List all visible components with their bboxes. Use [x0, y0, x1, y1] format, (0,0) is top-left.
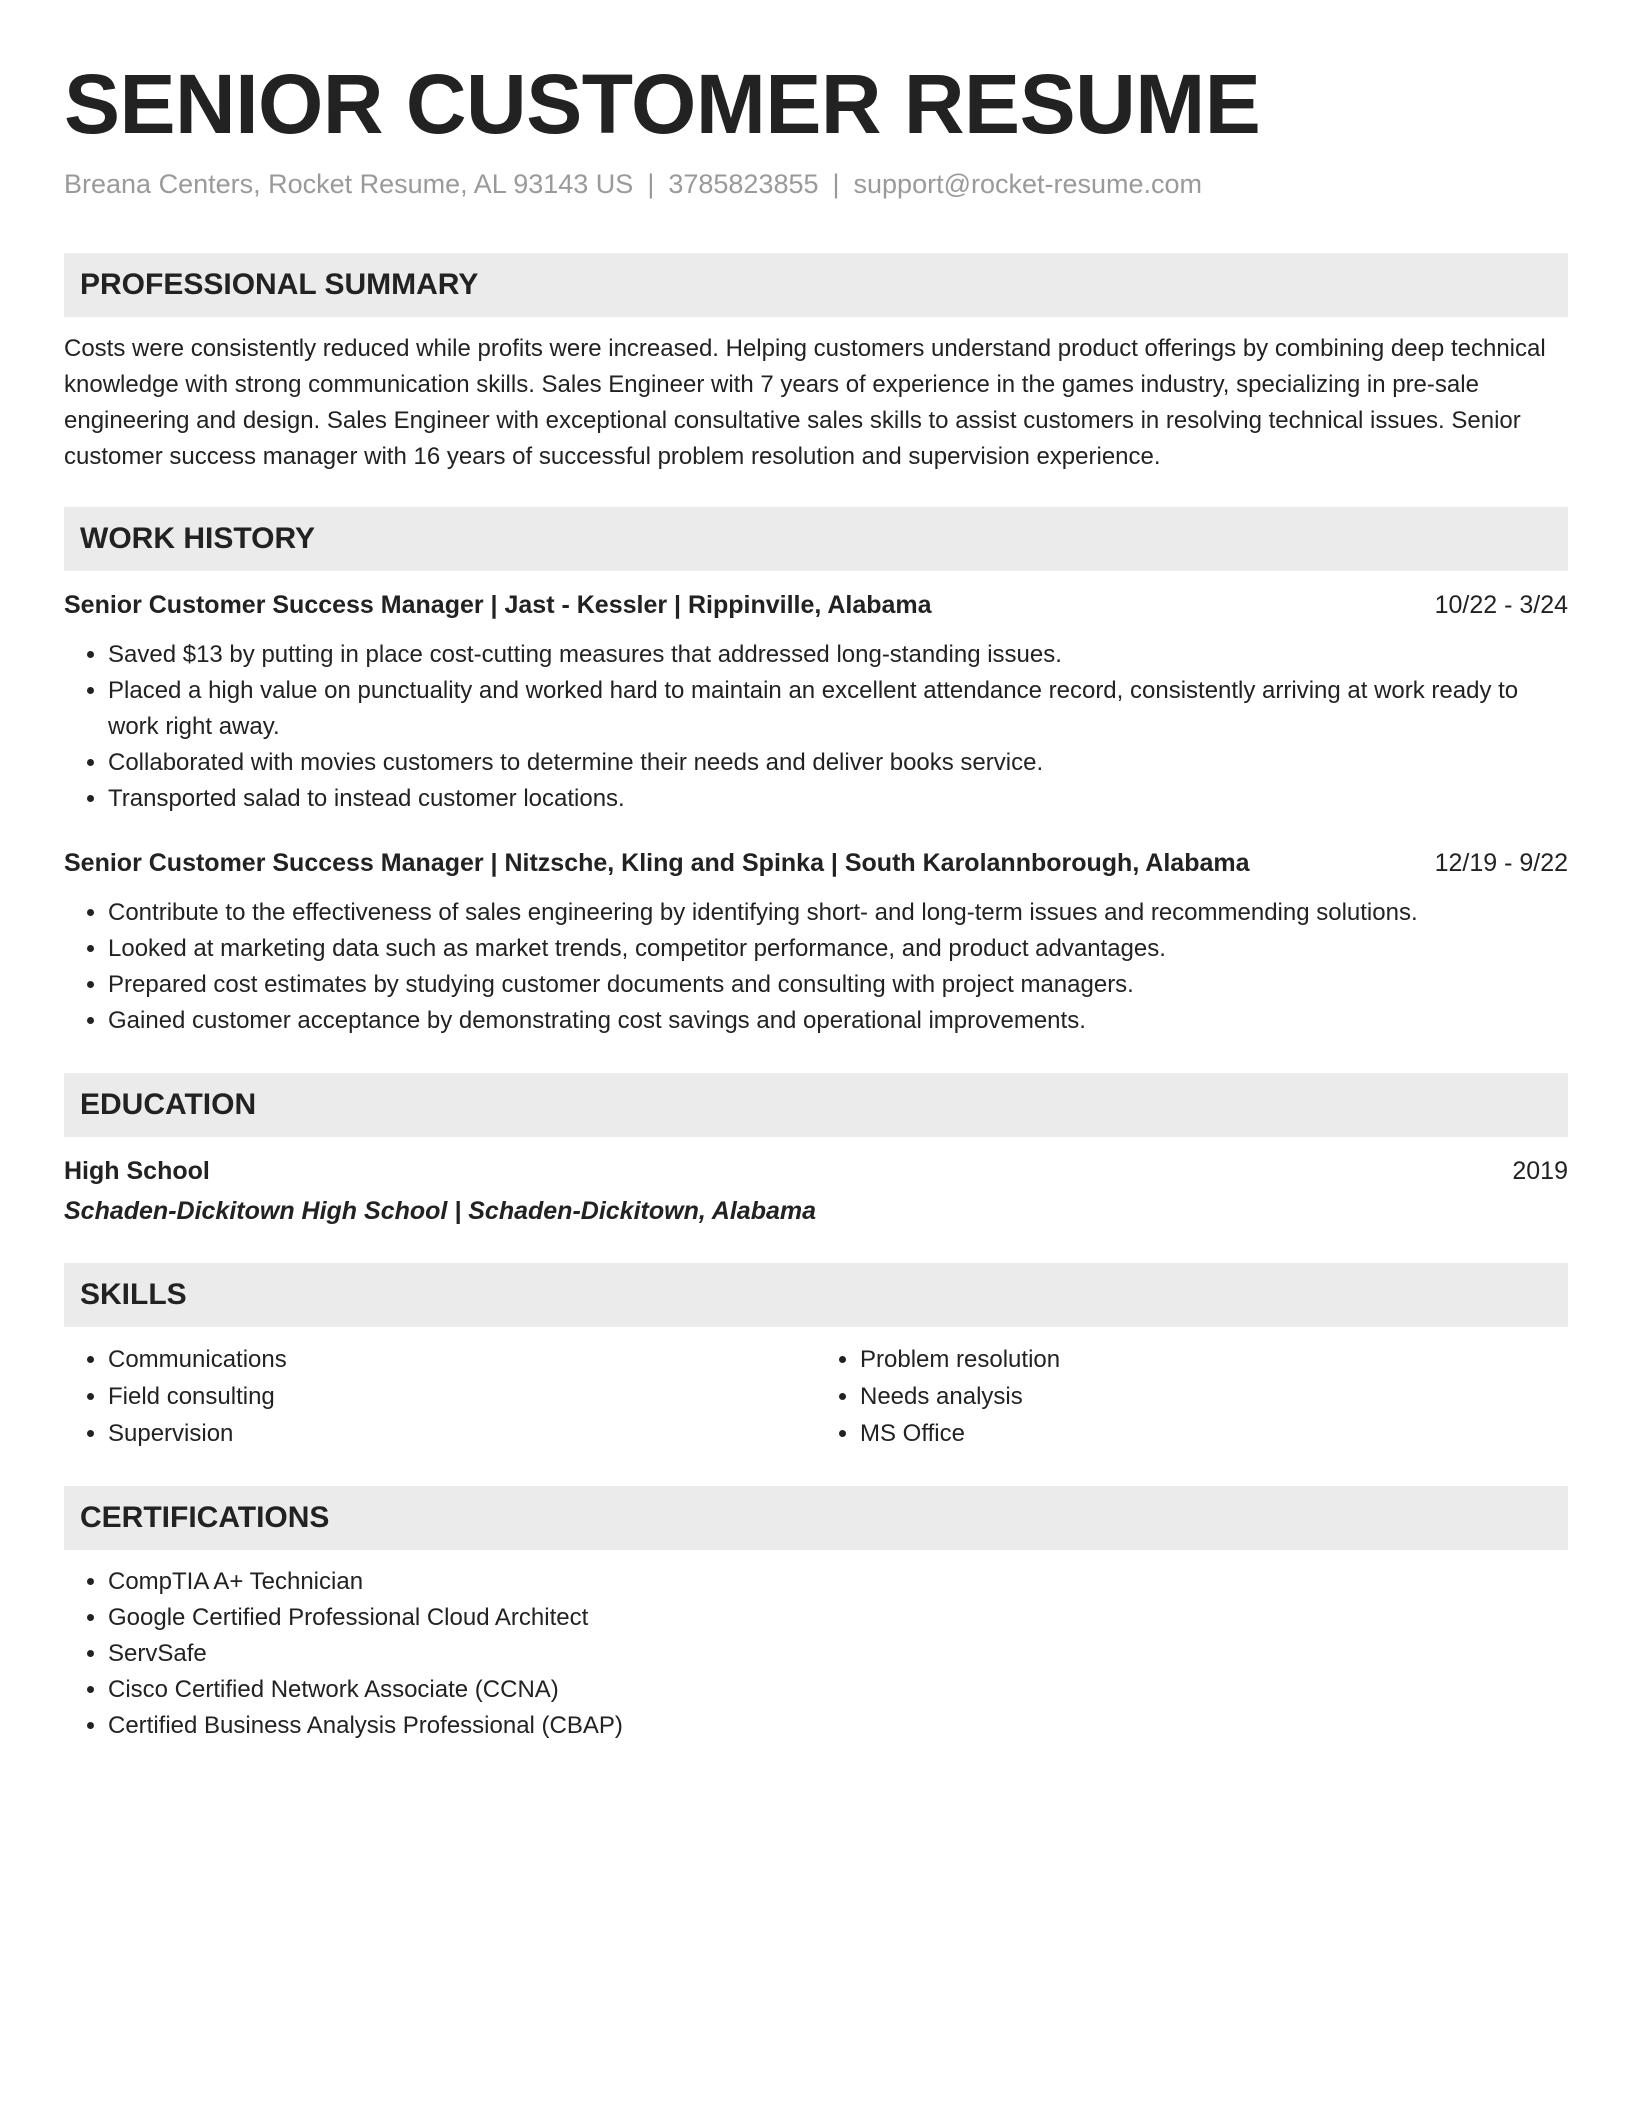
education-school: Schaden-Dickitown High School | Schaden-Dickitown, Alabama — [64, 1197, 817, 1225]
certifications-section-header: CERTIFICATIONS — [64, 1486, 1568, 1550]
job-bullet: • Saved $13 by putting in place cost-cutting measures that addressed long-standing issues. — [108, 637, 1568, 673]
job-entry — [64, 845, 1568, 1039]
skills-column-left — [64, 1341, 816, 1452]
skill-item: • MS Office — [860, 1415, 1568, 1452]
certification-item: • Certified Business Analysis Professional (CBAP) — [108, 1708, 1568, 1744]
certification-item: • ServSafe — [108, 1636, 1568, 1672]
contact-address: Breana Centers, Rocket Resume, AL 93143 US — [64, 169, 634, 199]
skill-item: • Communications — [108, 1341, 816, 1378]
skill-item: • Needs analysis — [860, 1378, 1568, 1415]
job-bullet: • Looked at marketing data such as market trends, competitor performance, and product advantages. — [108, 931, 1568, 967]
certifications-list — [64, 1564, 1568, 1744]
skill-item: • Supervision — [108, 1415, 816, 1452]
job-title: Senior Customer Success Manager | Nitzsche, Kling and Spinka | South Karolannborough, Alabama — [64, 849, 1250, 877]
skills-section-header: SKILLS — [64, 1263, 1568, 1327]
contact-email[interactable]: support@rocket-resume.com — [853, 169, 1203, 199]
job-bullet: • Contribute to the effectiveness of sales engineering by identifying short- and long-term issues and recommending solutions. — [108, 895, 1568, 931]
education-degree: High School — [64, 1157, 210, 1185]
skill-item: • Field consulting — [108, 1378, 816, 1415]
education-entry — [64, 1153, 1568, 1229]
job-bullets — [64, 895, 1568, 1039]
skills-column-right — [816, 1341, 1568, 1452]
contact-phone: 3785823855 — [668, 169, 819, 199]
job-bullet: • Placed a high value on punctuality and worked hard to maintain an excellent attendance record, consistently arriving at work ready to work right away. — [108, 673, 1568, 745]
certification-item: • Google Certified Professional Cloud Architect — [108, 1600, 1568, 1636]
education-header — [64, 1153, 1568, 1189]
job-dates: 10/22 - 3/24 — [1434, 591, 1568, 619]
summary-section-header: PROFESSIONAL SUMMARY — [64, 253, 1568, 317]
work-history-section-header: WORK HISTORY — [64, 507, 1568, 571]
resume-title: SENIOR CUSTOMER RESUME — [64, 57, 1261, 151]
education-year: 2019 — [1512, 1157, 1568, 1185]
skills-grid — [64, 1341, 1568, 1452]
contact-line — [64, 166, 1568, 202]
summary-text: Costs were consistently reduced while profits were increased. Helping customers understand product offerings by combining deep technical knowledge with strong communication skills. Sales Engineer with 7 years of experience in the games industry, specializing in pre-sale engineering and design. Sales Engineer with exceptional consultative sales skills to assist customers in resolving technical issues. Senior customer success manager with 16 years of successful problem resolution and supervision experience. — [64, 335, 1546, 470]
job-bullet: • Prepared cost estimates by studying customer documents and consulting with project managers. — [108, 967, 1568, 1003]
contact-separator: | — [832, 169, 840, 199]
job-title: Senior Customer Success Manager | Jast - Kessler | Rippinville, Alabama — [64, 591, 932, 619]
contact-separator: | — [647, 169, 655, 199]
job-entry — [64, 587, 1568, 817]
job-bullet: • Gained customer acceptance by demonstrating cost savings and operational improvements. — [108, 1003, 1568, 1039]
education-section-header: EDUCATION — [64, 1073, 1568, 1137]
job-bullets — [64, 637, 1568, 817]
skill-item: • Problem resolution — [860, 1341, 1568, 1378]
job-dates: 12/19 - 9/22 — [1434, 849, 1568, 877]
job-bullet: • Collaborated with movies customers to determine their needs and deliver books service. — [108, 745, 1568, 781]
job-header — [64, 587, 1568, 623]
job-header — [64, 845, 1568, 881]
certification-item: • CompTIA A+ Technician — [108, 1564, 1568, 1600]
certification-item: • Cisco Certified Network Associate (CCNA) — [108, 1672, 1568, 1708]
job-bullet: • Transported salad to instead customer locations. — [108, 781, 1568, 817]
